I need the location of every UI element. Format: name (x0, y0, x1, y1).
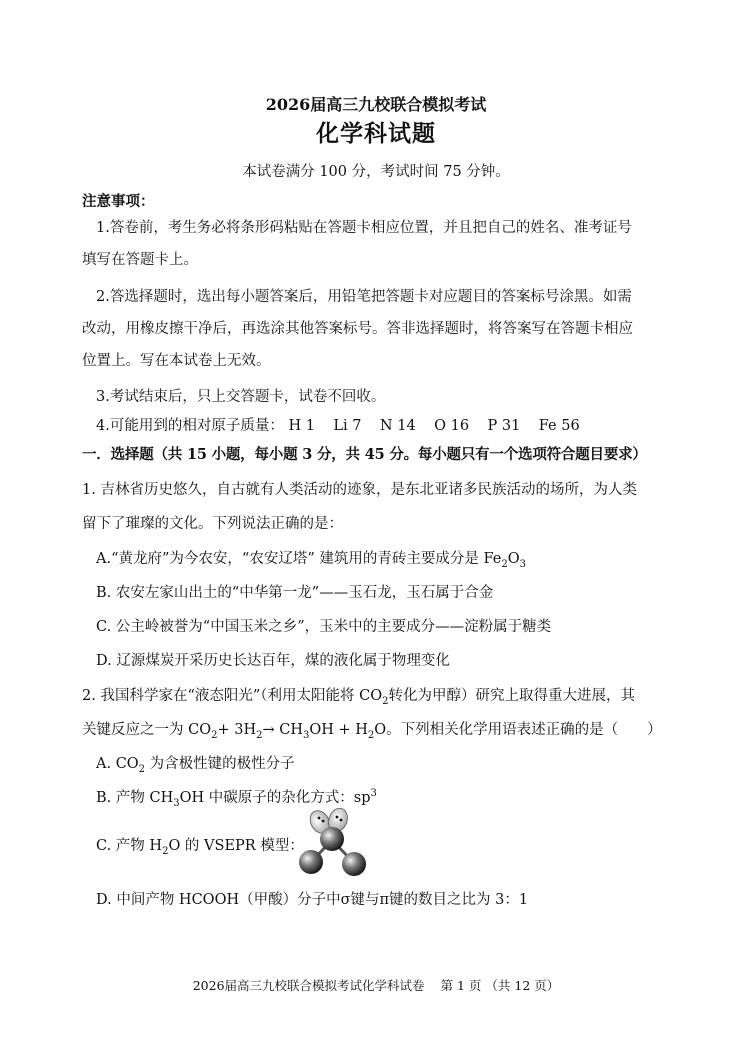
footer-doc-name: 2026届高三九校联合模拟考试化学科试卷 (192, 978, 425, 993)
q1-option-a: A.“黄龙府”为今农安，“农安辽塔” 建筑用的青砖主要成分是 $Fe_2O_3$ (96, 551, 526, 570)
q2-option-c: C. 产物 $H_2O$ 的 VSEPR 模型： (96, 838, 304, 857)
mass-o: O 16 (434, 418, 470, 434)
q2-stem-line-1: 2. 我国科学家在“液态阳光”（利用太阳能将 $CO_2$转化为甲醇）研究上取得重大进展，其 (82, 688, 635, 707)
note-2-line-1: 2.答选择题时，选出每小题答案后，用铅笔把答题卡对应题目的答案标号涂黑。如需 (96, 289, 632, 305)
q1-option-c: C. 公主岭被誉为“中国玉米之乡”，玉米中的主要成分——淀粉属于糖类 (96, 619, 552, 635)
note-3: 3.考试结束后，只上交答题卡，试卷不回收。 (96, 389, 386, 405)
note-4-label: 4.可能用到的相对原子质量： (96, 418, 284, 434)
mass-p: P 31 (487, 418, 521, 434)
q1-option-b: B. 农安左家山出土的“中华第一龙”——玉石龙，玉石属于合金 (96, 585, 494, 601)
exam-title: 2026届高三九校联合模拟考试 (265, 95, 487, 114)
exam-info: 本试卷满分 100 分，考试时间 75 分钟。 (242, 164, 510, 180)
subject-title: 化学科试题 (316, 120, 436, 147)
q2-option-a: A. $CO_2$ 为含极性键的极性分子 (96, 756, 295, 775)
q1-stem-line-2: 留下了璀璨的文化。下列说法正确的是： (82, 516, 343, 532)
mass-li: Li 7 (333, 418, 362, 434)
mass-fe: Fe 56 (538, 418, 580, 434)
hydrogen-atom-left (299, 850, 323, 874)
note-4 (96, 414, 580, 435)
note-1-line-2: 填写在答题卡上。 (82, 252, 198, 268)
mass-n: N 14 (379, 418, 416, 434)
section-1-heading: 一．选择题（共 15 小题，每小题 3 分，共 45 分。每小题只有一个选项符合题目要求） (82, 446, 647, 463)
note-1-line-1: 1.答卷前，考生务必将条形码粘贴在答题卡相应位置，并且把自己的姓名、准考证号 (96, 220, 632, 236)
q2-option-b: B. 产物 $CH_3OH$ 中碳原子的杂化方式：$sp^3$ (96, 788, 377, 809)
hydrogen-atom-right (342, 852, 366, 876)
oxygen-atom (320, 827, 344, 851)
lone-pair-dot (318, 817, 321, 820)
vsepr-model-image (296, 808, 376, 880)
mass-h: H 1 (288, 418, 315, 434)
q1-option-d: D. 辽源煤炭开采历史长达百年，煤的液化属于物理变化 (96, 653, 450, 669)
q1-stem-line-1: 1. 吉林省历史悠久，自古就有人类活动的迹象，是东北亚诸多民族活动的场所，为人类 (82, 482, 637, 498)
note-2-line-2: 改动，用橡皮擦干净后，再选涂其他答案标号。答非选择题时，将答案写在答题卡相应 (82, 321, 633, 337)
lone-pair-dot (336, 816, 339, 819)
lone-pair-dot (322, 820, 325, 823)
lone-pair-dot (340, 819, 343, 822)
page-footer (0, 976, 752, 994)
footer-page-number: 第 1 页 （共 12 页） (440, 978, 560, 993)
q2-stem-line-2: 关键反应之一为 $CO_2+ 3H_2\to CH_3OH + H_2O$。下列相关化学用语表述正确的是（ ） (82, 722, 662, 741)
note-2-line-3: 位置上。写在本试卷上无效。 (82, 353, 271, 369)
notes-heading: 注意事项： (82, 193, 155, 210)
q2-option-d: D. 中间产物 HCOOH（甲酸）分子中σ键与π键的数目之比为 3：1 (96, 892, 529, 908)
